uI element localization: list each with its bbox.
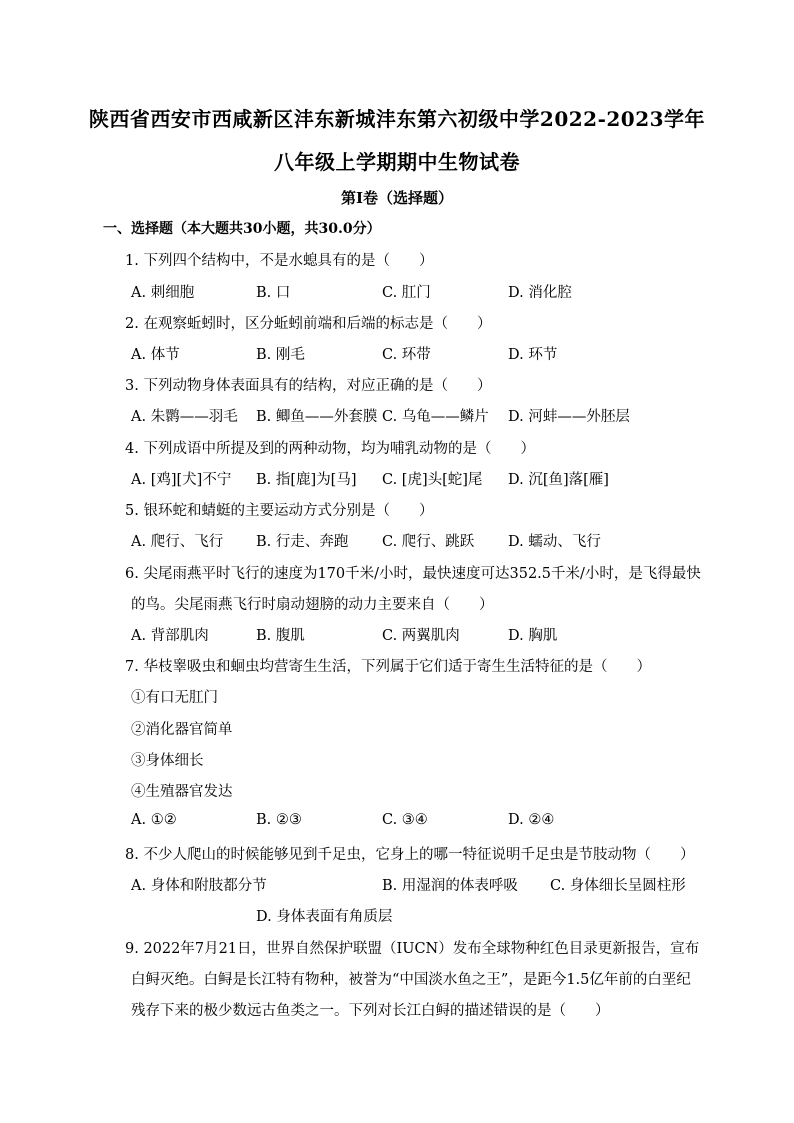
option-b: B. 腹肌	[256, 628, 305, 644]
question-stem: 1. 下列四个结构中，不是水螅具有的是（ ）	[125, 253, 434, 269]
option-b: B. 用湿润的体表呼吸	[382, 878, 518, 894]
question-stem: 6. 尖尾雨燕平时飞行的速度为170千米/小时，最快速度可达352.5千米/小时，是飞得最快	[125, 566, 701, 582]
list-item: ①有口无肛门	[131, 690, 218, 706]
option-c: C. 环带	[382, 347, 431, 363]
exam-title-line1: 陕西省西安市西咸新区沣东新城沣东第六初级中学2022-2023学年	[88, 107, 706, 131]
question-stem-continued: 白鲟灭绝。白鲟是长江特有物种，被誉为“中国淡水鱼之王”，是距今1.5亿年前的白垩纪	[131, 972, 691, 988]
option-c: C. 肛门	[382, 285, 431, 301]
option-d: D. ②④	[508, 812, 555, 828]
question-stem-continued: 残存下来的极少数远古鱼类之一。下列对长江白鲟的描述错误的是（ ）	[131, 1003, 610, 1019]
question-stem-continued: 的鸟。尖尾雨燕飞行时扇动翅膀的动力主要来自（ ）	[131, 597, 494, 613]
list-item: ③身体细长	[131, 753, 204, 769]
option-c: C. 爬行、跳跃	[382, 534, 475, 550]
option-b: B. 鲫鱼——外套膜	[256, 409, 378, 425]
option-a: A. 体节	[131, 347, 180, 363]
question-stem: 8. 不少人爬山的时候能够见到千足虫，它身上的哪一特征说明千足虫是节肢动物（ ）	[125, 847, 695, 863]
option-d: D. 胸肌	[508, 628, 558, 644]
option-d: D. 河蚌——外胚层	[508, 409, 630, 425]
question-stem: 4. 下列成语中所提及到的两种动物，均为哺乳动物的是（ ）	[125, 441, 535, 457]
option-d: D. 身体表面有角质层	[256, 909, 393, 925]
section-heading: 一、选择题（本大题共30小题，共30.0分）	[103, 221, 381, 237]
question-stem: 5. 银环蛇和蜻蜓的主要运动方式分别是（ ）	[125, 503, 434, 519]
option-b: B. 口	[256, 285, 291, 301]
option-b: B. ②③	[256, 812, 302, 828]
option-c: C. ③④	[382, 812, 428, 828]
list-item: ④生殖器官发达	[131, 784, 233, 800]
option-a: A. [鸡][犬]不宁	[131, 472, 232, 488]
question-stem: 7. 华枝睾吸虫和蛔虫均营寄生生活，下列属于它们适于寄生生活特征的是（ ）	[125, 659, 651, 675]
question-stem: 3. 下列动物身体表面具有的结构，对应正确的是（ ）	[125, 378, 492, 394]
option-b: B. 指[鹿]为[马]	[256, 472, 357, 488]
option-b: B. 刚毛	[256, 347, 305, 363]
exam-title-line2: 八年级上学期期中生物试卷	[274, 150, 520, 174]
option-c: C. 乌龟——鳞片	[382, 409, 489, 425]
option-d: D. 沉[鱼]落[雁]	[508, 472, 609, 488]
option-d: D. 蠕动、飞行	[508, 534, 601, 550]
option-a: A. 背部肌肉	[131, 628, 209, 644]
option-d: D. 环节	[508, 347, 558, 363]
question-stem: 9. 2022年7月21日，世界自然保护联盟（IUCN）发布全球物种红色目录更新报告，宣布	[125, 941, 700, 957]
option-a: A. 身体和附肢都分节	[131, 878, 267, 894]
option-a: A. ①②	[131, 812, 177, 828]
option-c: C. 两翼肌肉	[382, 628, 460, 644]
question-stem: 2. 在观察蚯蚓时，区分蚯蚓前端和后端的标志是（ ）	[125, 316, 492, 332]
option-a: A. 朱鹮——羽毛	[131, 409, 238, 425]
option-a: A. 刺细胞	[131, 285, 195, 301]
option-c: C. 身体细长呈圆柱形	[550, 878, 686, 894]
option-a: A. 爬行、飞行	[131, 534, 224, 550]
option-b: B. 行走、奔跑	[256, 534, 349, 550]
list-item: ②消化器官简单	[131, 722, 233, 738]
part-heading: 第I卷（选择题）	[340, 189, 454, 207]
option-c: C. [虎]头[蛇]尾	[382, 472, 483, 488]
option-d: D. 消化腔	[508, 285, 572, 301]
